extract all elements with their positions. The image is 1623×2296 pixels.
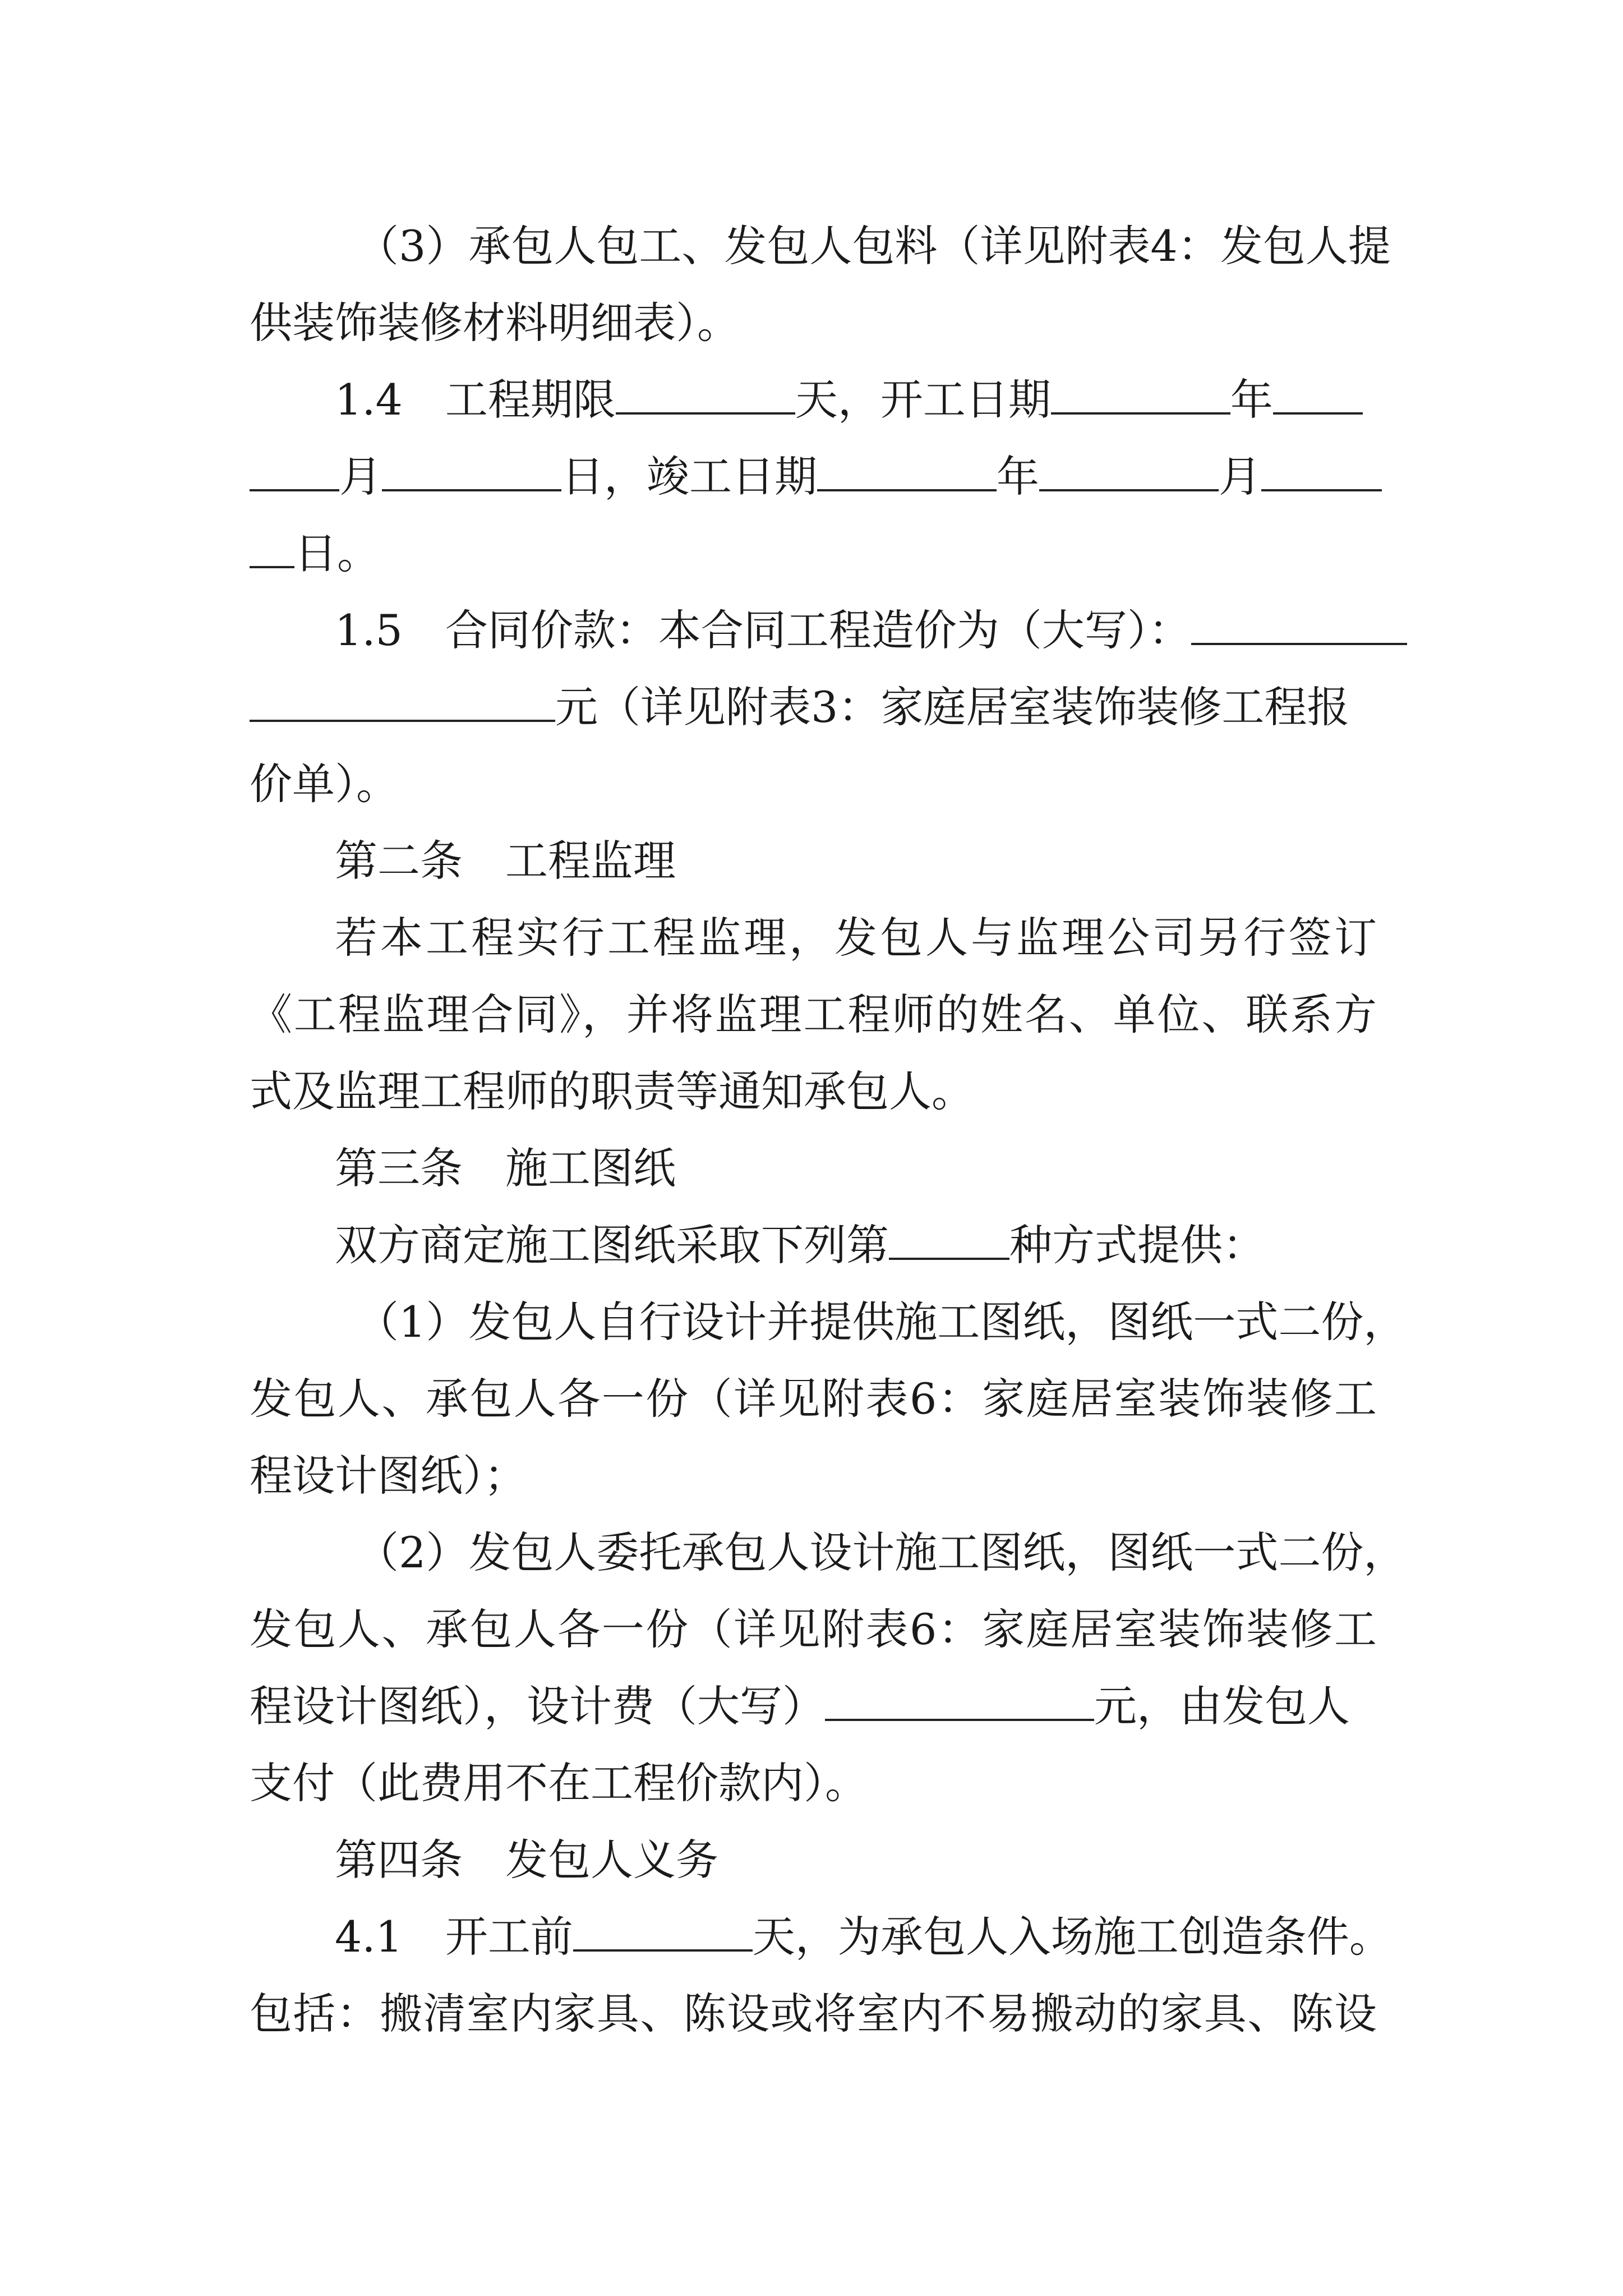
blank-field-start-day[interactable] [382, 454, 561, 491]
paragraph-line [335, 1207, 1377, 1283]
paragraph-line [250, 976, 1377, 1053]
blank-field-method[interactable] [889, 1223, 1009, 1260]
price-line [250, 669, 1377, 746]
line-text: 若本工程实行工程监理，发包人与监理公司另行签订 [335, 913, 1377, 963]
price-line [335, 592, 1377, 669]
line-text: 支付（此费用不在工程价款内）。 [250, 1758, 868, 1808]
paragraph-line [356, 1283, 1407, 1360]
blank-field-design-fee[interactable] [825, 1684, 1094, 1721]
line-text: 程设计图纸），设计费（大写） [250, 1681, 825, 1731]
line-text: 种方式提供： [1009, 1220, 1265, 1270]
line-text: 包括：搬清室内家具、陈设或将室内不易搬动的家具、陈设 [250, 1989, 1377, 2039]
paragraph-line [250, 1360, 1377, 1437]
line-text: 月 [1219, 452, 1261, 501]
blank-field-days[interactable] [616, 378, 795, 415]
section-heading [335, 1821, 1377, 1898]
line-text: （2）发包人委托承包人设计施工图纸，图纸一式二份， [356, 1527, 1407, 1577]
paragraph-line [250, 1975, 1377, 2052]
line-text: 年 [997, 452, 1039, 501]
line-text: 4.1 开工前 [335, 1912, 573, 1962]
line-text: 程设计图纸）； [250, 1451, 527, 1501]
line-text: 发包人、承包人各一份（详见附表6：家庭居室装饰装修工 [250, 1604, 1377, 1654]
line-text: 双方商定施工图纸采取下列第 [335, 1220, 889, 1270]
line-text: 天，开工日期 [795, 375, 1051, 425]
section-heading [335, 822, 1377, 899]
line-text: 第二条 工程监理 [335, 836, 676, 886]
paragraph-line [250, 1053, 1377, 1130]
line-text: 1.4 工程期限 [335, 375, 616, 425]
line-text: 第四条 发包人义务 [335, 1835, 718, 1885]
blank-field-start-year[interactable] [1051, 378, 1230, 415]
line-text: 日。 [294, 528, 380, 578]
line-text: 元，由发包人 [1094, 1681, 1350, 1731]
blank-field-end-year[interactable] [817, 454, 997, 491]
blank-field-end-day-a[interactable] [1261, 454, 1382, 491]
line-text: 天，为承包人入场施工创造条件。 [752, 1912, 1392, 1962]
paragraph-line [250, 284, 1377, 361]
blank-field-end-month[interactable] [1039, 454, 1219, 491]
line-text: 供装饰装修材料明细表）。 [250, 298, 740, 348]
blank-field-price-b[interactable] [250, 685, 555, 722]
line-text: 日，竣工日期 [561, 452, 817, 501]
blank-field-prep-days[interactable] [573, 1915, 753, 1952]
line-text: （3）承包人包工、发包人包料（详见附表4：发包人提 [356, 221, 1391, 271]
paragraph-line [335, 1898, 1392, 1975]
paragraph-line [356, 1514, 1407, 1591]
section-heading [335, 1130, 1377, 1207]
term-line [250, 438, 1377, 515]
line-text: 式及监理工程师的职责等通知承包人。 [250, 1066, 974, 1116]
line-text: 发包人、承包人各一份（详见附表6：家庭居室装饰装修工 [250, 1374, 1377, 1424]
paragraph-line [250, 1591, 1377, 1668]
term-line [335, 361, 1377, 438]
blank-field-price-a[interactable] [1191, 608, 1407, 645]
blank-field-start-month-b[interactable] [250, 454, 339, 491]
paragraph-line [356, 208, 1391, 284]
line-text: 元（详见附表3：家庭居室装饰装修工程报 [555, 682, 1350, 732]
line-text: 价单）。 [250, 759, 399, 809]
paragraph-line [250, 1668, 1377, 1745]
paragraph-line [250, 746, 1377, 822]
paragraph-line [335, 899, 1377, 976]
blank-field-start-month-a[interactable] [1273, 378, 1363, 415]
paragraph-line [250, 1745, 1377, 1821]
paragraph-line [250, 1437, 1377, 1514]
term-line [250, 515, 1377, 592]
line-text: 1.5 合同价款：本合同工程造价为（大写）： [335, 605, 1191, 655]
line-text: 第三条 施工图纸 [335, 1143, 676, 1193]
line-text: 《工程监理合同》，并将监理工程师的姓名、单位、联系方 [250, 990, 1377, 1039]
line-text: 月 [339, 452, 382, 501]
line-text: 年 [1230, 375, 1273, 425]
blank-field-end-day-b[interactable] [250, 531, 294, 568]
line-text: （1）发包人自行设计并提供施工图纸，图纸一式二份， [356, 1297, 1407, 1347]
